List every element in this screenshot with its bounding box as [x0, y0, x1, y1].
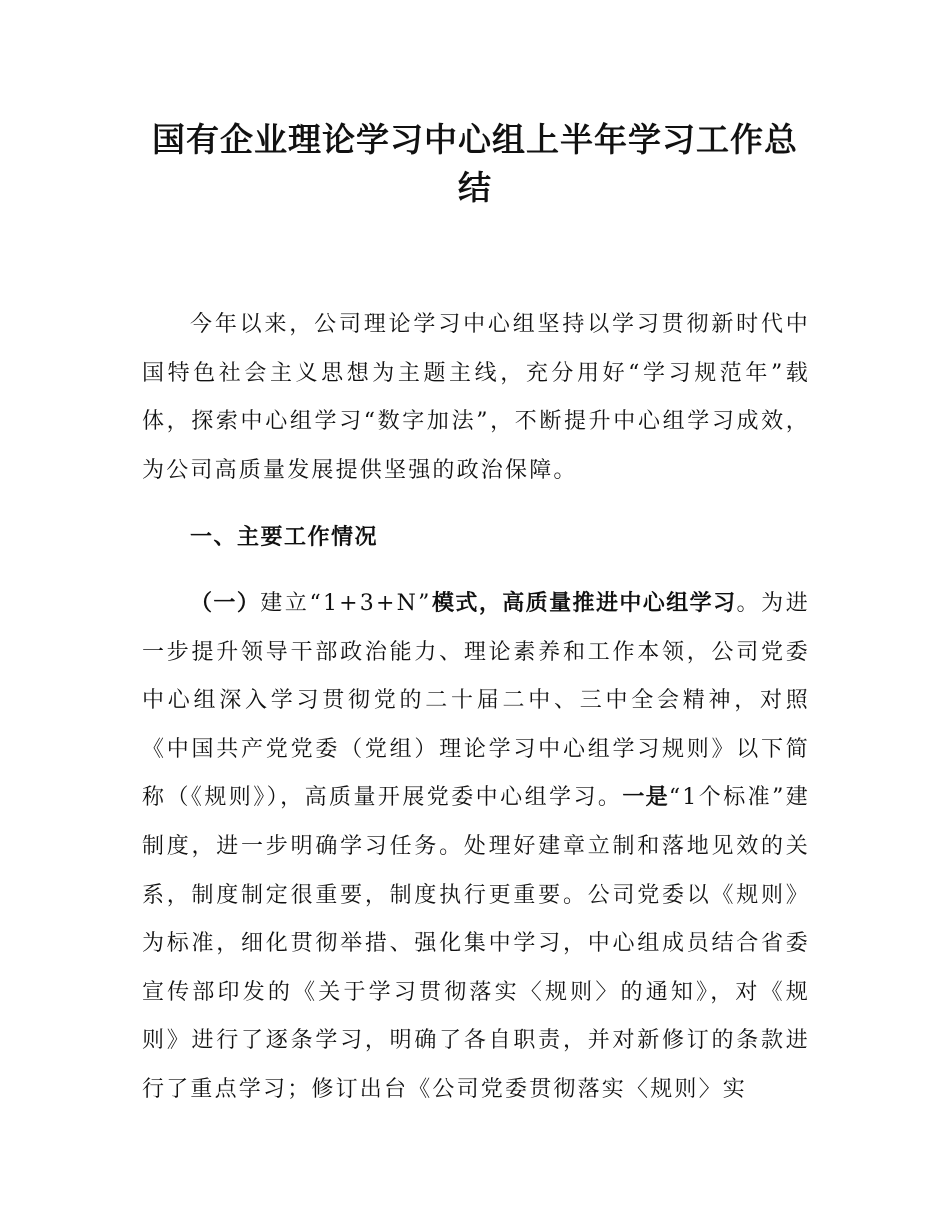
subsection-1-model-name: 建立“1+3+N”: [260, 591, 432, 616]
subsection-1-number: （一）: [190, 591, 261, 616]
title-line-1: 国有企业理论学习中心组上半年学习工作总: [152, 120, 798, 159]
subsection-1-heading: 模式，高质量推进中心组学习: [431, 591, 737, 616]
intro-paragraph: 今年以来，公司理论学习中心组坚持以学习贯彻新时代中国特色社会主义思想为主题主线，充分用好“学习规范年”载体，探索中心组学习“数字加法”，不断提升中心组学习成效，为公司高质量发展提供坚强的政治保障。: [142, 312, 810, 483]
section-heading-main-work: 一、主要工作情况: [190, 525, 379, 550]
title-line-2: 结: [458, 168, 492, 207]
subsection-1-text-a: 。为进一步提升领导干部政治能力、理论素养和工作本领，公司党委中心组深入学习贯彻党的二十届二中、三中全会精神，对照《中国共产党党委（党组）理论学习中心组学习规则》以下简称（《规则》），高质量开展党委中心组学习。: [142, 591, 810, 811]
subsection-1-text-b: “1个标准”建制度，进一步明确学习任务。处理好建章立制和落地见效的关系，制度制定很重要，制度执行更重要。公司党委以《规则》为标准，细化贯彻举措、强化集中学习，中心组成员结合省委宣传部印发的《关于学习贯彻落实〈规则〉的通知》，对《规则》进行了逐条学习，明确了各自职责，并对新修订的条款进行了重点学习；修订出台《公司党委贯彻落实〈规则〉实: [142, 785, 810, 1102]
subsection-1-paragraph: [142, 580, 810, 1115]
emphasis-first-point: 一是: [622, 785, 669, 811]
document-title: [120, 116, 830, 212]
